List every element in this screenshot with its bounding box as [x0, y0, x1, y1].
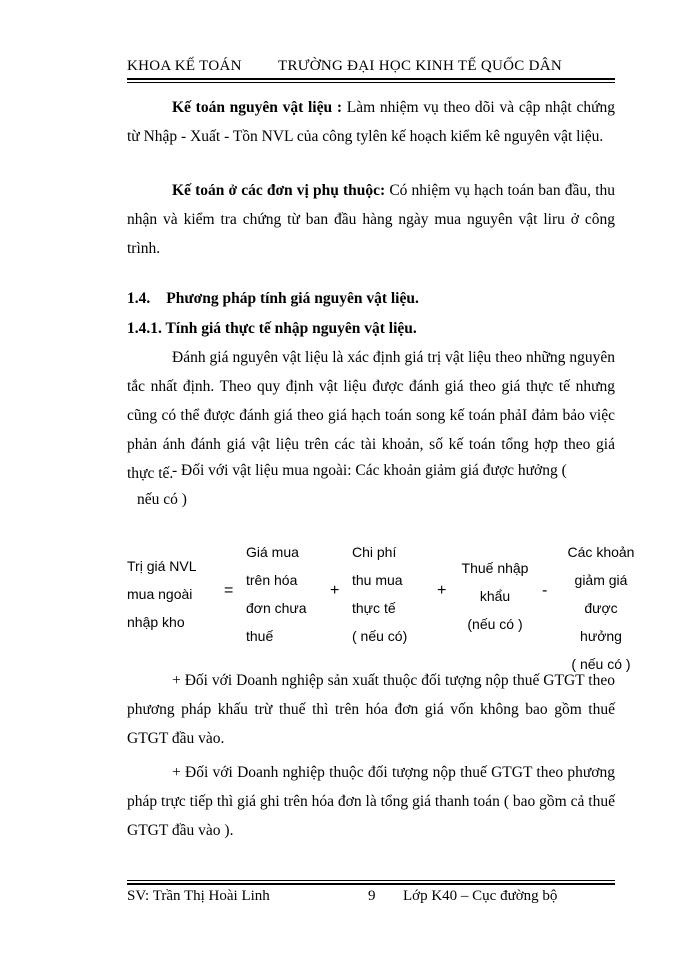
formula-term-import-tax: Thuế nhập khẩu (nếu có ): [461, 560, 529, 632]
section-heading-1-4-1: 1.4.1. Tính giá thực tế nhập nguyên vật liệu.: [127, 320, 417, 337]
footer-rule-thick: [127, 883, 615, 885]
formula-minus: -: [542, 582, 548, 599]
text-direct-method: + Đối với Doanh nghiệp thuộc đối tượng nộp thuế GTGT theo phương pháp trực tiếp thì giá ghi trên hóa đơn là tổng giá thanh toán ( bao gồm cả thuế GTGT đầu vào ).: [127, 764, 615, 839]
section-heading-1-4: [127, 290, 419, 308]
paragraph-material-accountant: [127, 93, 615, 151]
header-rule-thick: [127, 78, 615, 80]
text-material-accountant: Làm nhiệm vụ theo dõi và cập nhật chứng từ Nhập - Xuất - Tồn NVL của công tylên kế hoạch kiểm kê nguyên vật liệu.: [127, 99, 615, 145]
paragraph-purchased: [127, 456, 615, 514]
formula-term-discounts: Các khoản giảm giá được hưởng ( nếu có ): [567, 544, 635, 672]
header-rule-thin: [127, 82, 615, 83]
purchased-line-1: - Đối với vật liệu mua ngoài: Các khoản giảm giá được hưởng (: [172, 462, 567, 479]
text-deduction-method: + Đối với Doanh nghiệp sản xuất thuộc đối tượng nộp thuế GTGT theo phương pháp khấu trừ thuế thì trên hóa đơn giá vốn không bao gồm thuế GTGT đầu vào.: [127, 672, 615, 747]
paragraph-deduction-method: [127, 666, 615, 753]
section-title: Phương pháp tính giá nguyên vật liệu.: [166, 290, 419, 307]
formula-equals: =: [224, 582, 234, 599]
formula-lhs: Trị giá NVL mua ngoài nhập kho: [127, 558, 197, 630]
term-branch-accountant: Kế toán ở các đơn vị phụ thuộc:: [172, 182, 386, 199]
formula-plus-2: +: [437, 582, 447, 599]
header-faculty: KHOA KẾ TOÁN: [127, 58, 242, 74]
text-branch-accountant: Có nhiệm vụ hạch toán ban đầu, thu nhận và kiểm tra chứng từ ban đầu hàng ngày mua nguyên vật liru ở công trình.: [127, 182, 616, 257]
header-university: TRƯỜNG ĐẠI HỌC KINH TẾ QUỐC DÂN: [278, 58, 562, 74]
paragraph-branch-accountant: [127, 176, 615, 263]
term-material-accountant: Kế toán nguyên vật liệu :: [172, 99, 342, 116]
footer-rule-thin: [127, 880, 615, 881]
formula-term-purchase-cost: Chi phí thu mua thực tế ( nếu có): [352, 544, 408, 644]
purchased-line-2: nếu có ): [137, 491, 187, 508]
footer-page-number: 9: [368, 888, 376, 904]
paragraph-direct-method: [127, 758, 615, 845]
text-valuation: Đánh giá nguyên vật liệu là xác định giá trị vật liệu theo những nguyên tắc nhất định. Theo quy định vật liệu được đánh giá theo giá thực tế nhưng cũng có thể được đánh giá theo giá hạch toán song kế toán phảI đảm bảo việc phản ánh đánh giá vật liệu trên các tài khoản, số kế toán tổng hợp theo giá thực tế.: [127, 349, 615, 482]
footer-student: SV: Trần Thị Hoài Linh: [127, 888, 270, 904]
section-number: 1.4.: [127, 290, 151, 307]
formula-plus-1: +: [330, 582, 340, 599]
formula-term-purchase-price: Giá mua trên hóa đơn chưa thuế: [246, 544, 307, 644]
footer-class: Lớp K40 – Cục đường bộ: [403, 888, 558, 904]
